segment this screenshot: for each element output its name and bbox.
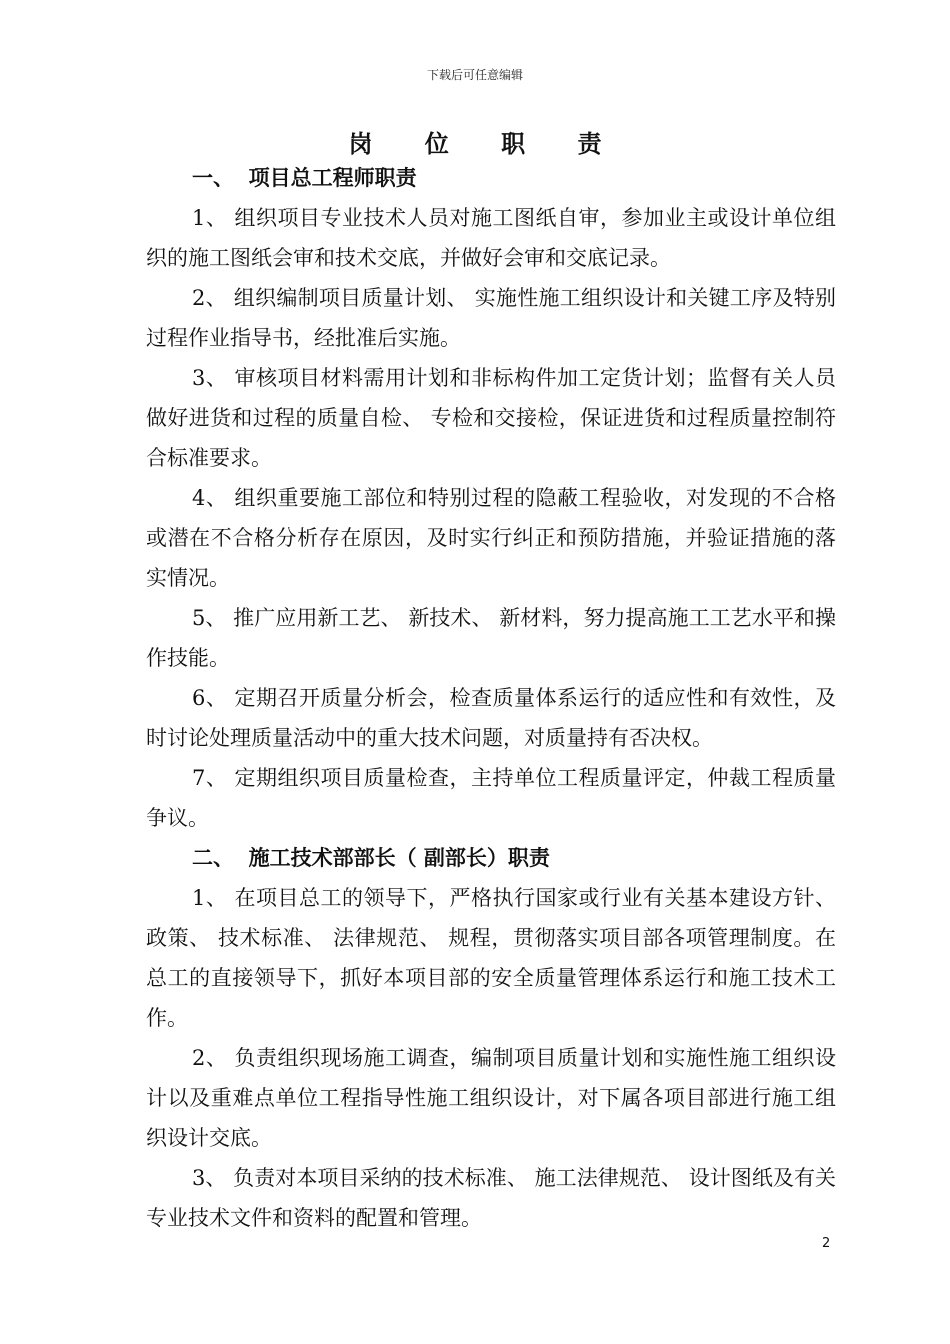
page-number: 2 xyxy=(822,1236,831,1251)
list-item: 3、 负责对本项目采纳的技术标准、 施工法律规范、 设计图纸及有关专业技术文件和资料的配置和管理。 xyxy=(146,1166,836,1230)
list-item: 5、 推广应用新工艺、 新技术、 新材料，努力提高施工工艺水平和操作技能。 xyxy=(146,606,836,670)
section-heading-2: 二、 施工技术部部长（ 副部长）职责 xyxy=(192,846,550,870)
header-note: 下载后可任意编辑 xyxy=(426,68,523,82)
page-title: 岗 位 职 责 xyxy=(348,130,624,158)
list-item: 4、 组织重要施工部位和特别过程的隐蔽工程验收，对发现的不合格或潜在不合格分析存在原因，及时实行纠正和预防措施，并验证措施的落实情况。 xyxy=(146,486,836,590)
list-item: 6、 定期召开质量分析会，检查质量体系运行的适应性和有效性，及时讨论处理质量活动中的重大技术问题，对质量持有否决权。 xyxy=(146,686,836,750)
document-body xyxy=(146,158,836,1238)
section-heading-1: 一、 项目总工程师职责 xyxy=(192,166,417,190)
list-item: 2、 负责组织现场施工调查，编制项目质量计划和实施性施工组织设计以及重难点单位工程指导性施工组织设计，对下属各项目部进行施工组织设计交底。 xyxy=(146,1046,836,1150)
list-item: 1、 在项目总工的领导下，严格执行国家或行业有关基本建设方针、 政策、 技术标准、 法律规范、 规程，贯彻落实项目部各项管理制度。在总工的直接领导下，抓好本项目部的安全质量管理体系运行和施工技术工作。 xyxy=(146,886,836,1030)
list-item: 1、 组织项目专业技术人员对施工图纸自审，参加业主或设计单位组织的施工图纸会审和技术交底，并做好会审和交底记录。 xyxy=(146,206,836,270)
list-item: 2、 组织编制项目质量计划、 实施性施工组织设计和关键工序及特别过程作业指导书，经批准后实施。 xyxy=(146,286,836,350)
list-item: 3、 审核项目材料需用计划和非标构件加工定货计划；监督有关人员做好进货和过程的质量自检、 专检和交接检，保证进货和过程质量控制符合标准要求。 xyxy=(146,366,836,470)
list-item: 7、 定期组织项目质量检查，主持单位工程质量评定，仲裁工程质量争议。 xyxy=(146,766,836,830)
